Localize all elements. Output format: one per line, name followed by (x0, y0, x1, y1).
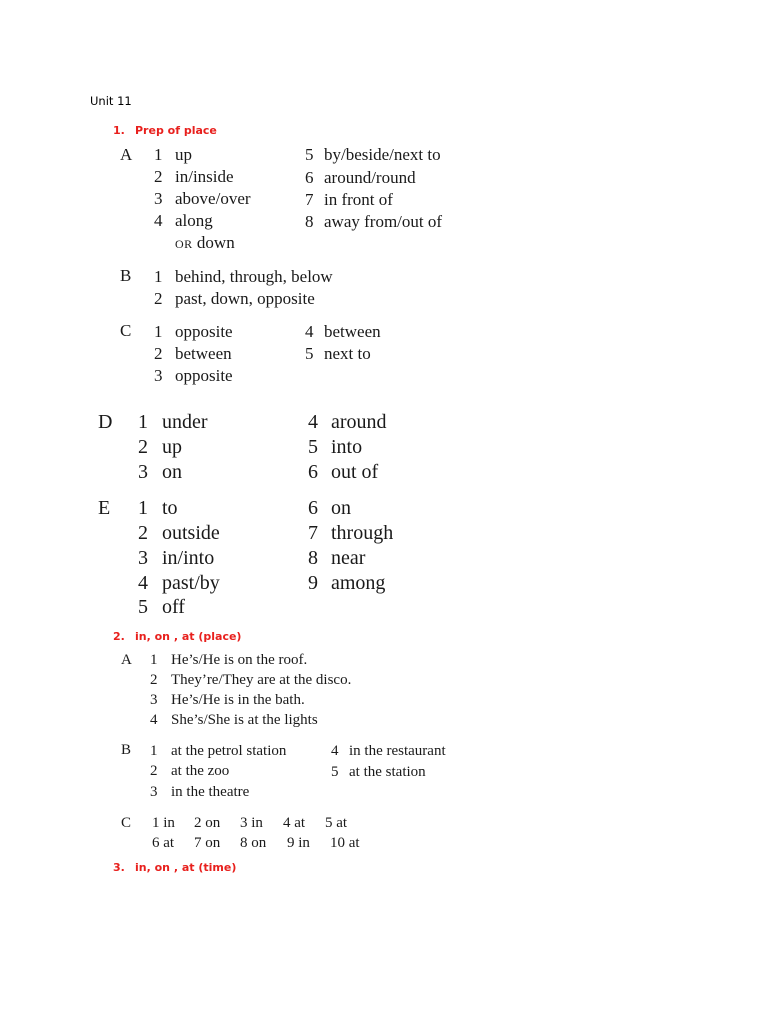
answer-item: 4 She’s/She is at the lights (150, 712, 318, 728)
answer-item: 8 near (308, 547, 366, 569)
answer-item: 4 around (308, 411, 387, 433)
section-heading-3 (113, 861, 236, 874)
answer-item: 2 past, down, opposite (154, 289, 315, 308)
section-number: 3. (113, 861, 125, 874)
answer-item: 7 through (308, 522, 394, 544)
answer-item: 5 at the station (331, 764, 426, 780)
unit-title: Unit 11 (90, 94, 132, 108)
exercise-letter: C (121, 815, 132, 831)
answer-item: 2 between (154, 344, 232, 363)
answer-item: 1 behind, through, below (154, 267, 333, 286)
section-number: 2. (113, 630, 125, 643)
section-heading-2 (113, 630, 241, 643)
answer-item: 3 above/over (154, 189, 251, 208)
answer-item: 2 at the zoo (150, 763, 230, 779)
answer-column-right (331, 738, 454, 788)
section-heading-1 (113, 124, 217, 137)
answer-item: 3 in (240, 815, 263, 831)
answer-item: 3 on (138, 461, 182, 483)
answer-item: 5 into (308, 436, 363, 458)
answer-item: 4 along (154, 211, 213, 230)
answer-item: 4 past/by (138, 572, 220, 594)
answer-item: 1 under (138, 411, 208, 433)
section-number: 1. (113, 124, 125, 137)
answer-item: 6 out of (308, 461, 379, 483)
answer-column-right (305, 140, 452, 240)
exercise-letter: D (98, 411, 113, 433)
section-title: in, on , at (place) (135, 630, 242, 643)
answer-item: 9 in (287, 835, 310, 851)
answer-item: 6 at (152, 835, 175, 851)
answer-item: 7 on (194, 835, 221, 851)
answer-item: 1 in (152, 815, 175, 831)
answer-item: 1 He’s/He is on the roof. (150, 652, 308, 668)
answer-item: 2 up (138, 436, 182, 458)
answer-item: 2 They’re/They are at the disco. (150, 672, 352, 688)
exercise-letter: A (121, 652, 132, 668)
answer-item: 2 on (194, 815, 221, 831)
answer-item: 9 among (308, 572, 386, 594)
answer-item: 6 around/round (305, 168, 416, 187)
answer-item: 1 opposite (154, 322, 233, 341)
answer-item: 5 at (325, 815, 348, 831)
section-title: Prep of place (135, 124, 217, 137)
exercise-letter: E (98, 497, 111, 519)
answer-item: 5 off (138, 596, 185, 618)
answer-item: 3 in/into (138, 547, 215, 569)
answer-item: 4 in the restaurant (331, 743, 446, 759)
answer-item: 5 next to (305, 344, 371, 363)
answer-item: 8 on (240, 835, 267, 851)
answer-item: 10 at (330, 835, 360, 851)
answer-item: 3 He’s/He is in the bath. (150, 692, 305, 708)
answer-item-alternative: OR down (175, 233, 235, 252)
answer-item: 2 in/inside (154, 167, 234, 186)
exercise-letter: A (120, 145, 133, 164)
answer-item: 7 in front of (305, 190, 393, 209)
answer-item: 2 outside (138, 522, 220, 544)
answer-item: 3 in the theatre (150, 784, 250, 800)
answer-item: 3 opposite (154, 366, 233, 385)
exercise-letter: B (120, 266, 132, 285)
exercise-letter: C (120, 321, 132, 340)
answer-item: 5 by/beside/next to (305, 145, 441, 164)
answer-item: 4 between (305, 322, 381, 341)
answer-item: 8 away from/out of (305, 212, 443, 231)
answer-item: 6 on (308, 497, 351, 519)
answer-item: 4 at (283, 815, 306, 831)
exercise-letter: B (121, 742, 132, 758)
section-title: in, on , at (time) (135, 861, 237, 874)
answer-item: 1 up (154, 145, 192, 164)
answer-item: 1 at the petrol station (150, 743, 287, 759)
answer-item: 1 to (138, 497, 178, 519)
